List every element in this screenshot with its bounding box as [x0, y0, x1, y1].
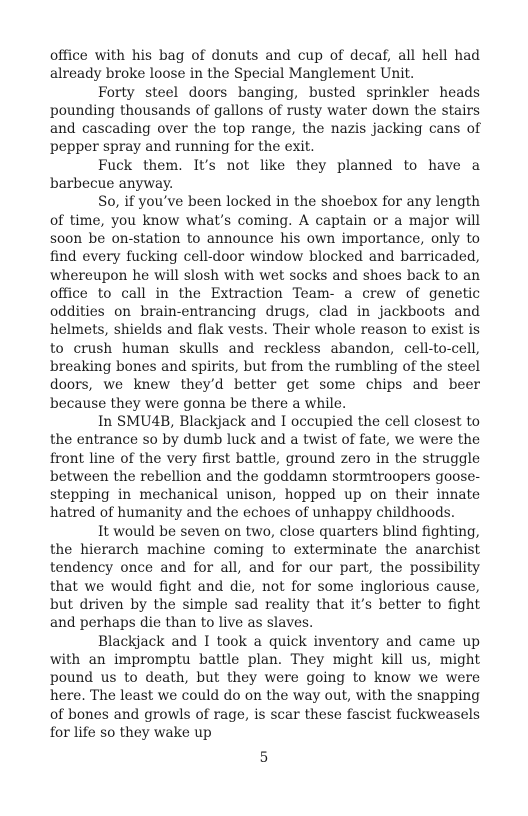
paragraph: Fuck them. It’s not like they planned to have a barbecue anyway.	[50, 157, 480, 193]
paragraph: It would be seven on two, close quarters blind fighting, the hierarch machine coming to exterminate the anarchist tendency once and for all, and for our part, the possibility that we would fight and die, not for some inglorious cause, but driven by the simple sad reality that it’s better to fight and perhaps die than to live as slaves.	[50, 523, 480, 632]
paragraph: office with his bag of donuts and cup of decaf, all hell had already broke loose in the Special Manglement Unit.	[50, 48, 480, 83]
paragraph: Blackjack and I took a quick inventory and came up with an impromptu battle plan. They might kill us, might pound us to death, but they were going to know we were here. The least we could do on the way out, with the snapping of bones and growls of rage, is scar these fascist fuckweasels for life so they wake up	[50, 633, 480, 741]
paragraph: Forty steel doors banging, busted sprinkler heads pounding thousands of gallons of rusty water down the stairs and cascading over the top range, the nazis jacking cans of pepper spray and running for the exit.	[50, 84, 480, 156]
paragraph: So, if you’ve been locked in the shoebox for any length of time, you know what’s coming. A captain or a major will soon be on-station to announce his own importance, only to find every fucking cell-door window blocked and barricaded, whereupon he will slosh with wet socks and shoes back to an office to call in the Extraction Team- a crew of genetic oddities on brain-entrancing drugs, clad in jackboots and helmets, shields and flak vests. Their whole reason to exist is to crush human skulls and reckless abandon, cell-to-cell, breaking bones and spirits, but from the rumbling of the steel doors, we knew they’d better get some chips and beer because they were gonna be there a while.	[50, 194, 480, 412]
paragraph: In SMU4B, Blackjack and I occupied the cell closest to the entrance so by dumb luck and a twist of fate, we were the front line of the very first battle, ground zero in the struggle between the rebellion and the goddamn stormtroopers goose-stepping in mechanical unison, hopped up on their innate hatred of humanity and the echoes of unhappy childhoods.	[50, 413, 480, 522]
body-text	[50, 47, 480, 742]
page-number: 5	[259, 750, 269, 766]
